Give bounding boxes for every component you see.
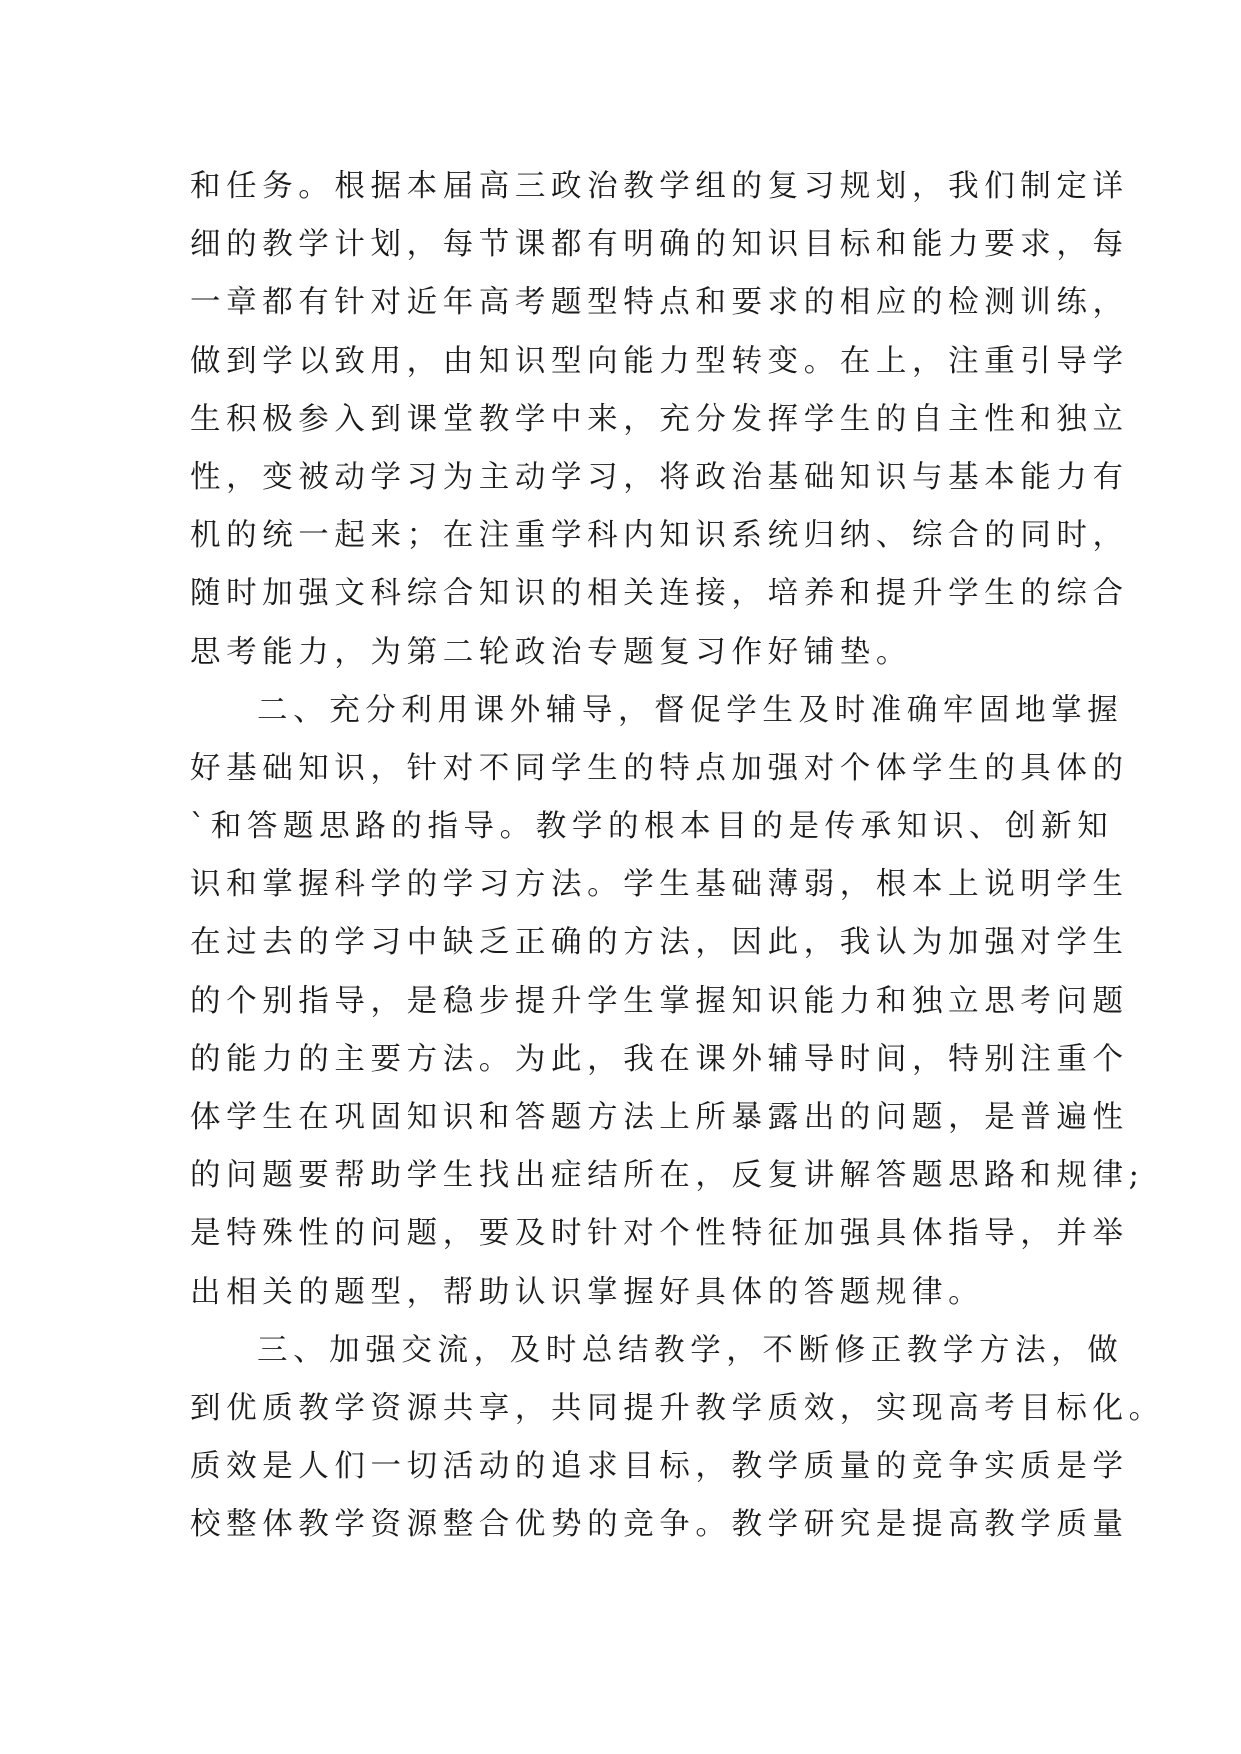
text-line: 做到学以致用，由知识型向能力型转变。在上，注重引导学 bbox=[190, 343, 1129, 379]
text-line: 的能力的主要方法。为此，我在课外辅导时间，特别注重个 bbox=[190, 1041, 1129, 1077]
text-line: 一章都有针对近年高考题型特点和要求的相应的检测训练， bbox=[190, 285, 1129, 321]
text-line: 和任务。根据本届高三政治教学组的复习规划，我们制定详 bbox=[190, 169, 1129, 204]
text-line: 好基础知识，针对不同学生的特点加强对个体学生的具体的 bbox=[190, 750, 1129, 786]
text-line: 在过去的学习中缺乏正确的方法，因此，我认为加强对学生 bbox=[190, 925, 1129, 961]
text-line: 的问题要帮助学生找出症结所在，反复讲解答题思路和规律; bbox=[190, 1158, 1145, 1194]
text-line: 是特殊性的问题，要及时针对个性特征加强具体指导，并举 bbox=[190, 1216, 1129, 1252]
text-line: 随时加强文科综合知识的相关连接，培养和提升学生的综合 bbox=[190, 576, 1129, 612]
text-line: 出相关的题型，帮助认识掌握好具体的答题规律。 bbox=[190, 1274, 985, 1310]
text-line: 思考能力，为第二轮政治专题复习作好铺垫。 bbox=[190, 634, 912, 670]
text-line: 识和掌握科学的学习方法。学生基础薄弱，根本上说明学生 bbox=[190, 867, 1129, 903]
text-line: 的个别指导，是稳步提升学生掌握知识能力和独立思考问题 bbox=[190, 983, 1129, 1019]
text-line: 生积极参入到课堂教学中来，充分发挥学生的自主性和独立 bbox=[190, 401, 1129, 437]
body-text bbox=[190, 158, 1165, 1555]
text-line: 到优质教学资源共享，共同提升教学质效，实现高考目标化。 bbox=[190, 1390, 1165, 1426]
text-line: 体学生在巩固知识和答题方法上所暴露出的问题，是普遍性 bbox=[190, 1100, 1129, 1135]
text-line: `和答题思路的指导。教学的根本目的是传承知识、创新知 bbox=[190, 809, 1114, 845]
text-line: 校整体教学资源整合优势的竞争。教学研究是提高教学质量 bbox=[190, 1507, 1129, 1543]
text-line: 质效是人们一切活动的追求目标，教学质量的竞争实质是学 bbox=[190, 1449, 1129, 1485]
paragraph-start-line: 二、充分利用课外辅导，督促学生及时准确牢固地掌握 bbox=[257, 692, 1124, 728]
text-line: 机的统一起来；在注重学科内知识系统归纳、综合的同时， bbox=[190, 518, 1129, 554]
text-line: 性，变被动学习为主动学习，将政治基础知识与基本能力有 bbox=[190, 459, 1129, 495]
paragraph-start-line: 三、加强交流，及时总结教学，不断修正教学方法，做 bbox=[257, 1332, 1124, 1368]
text-line: 细的教学计划，每节课都有明确的知识目标和能力要求，每 bbox=[190, 227, 1129, 263]
